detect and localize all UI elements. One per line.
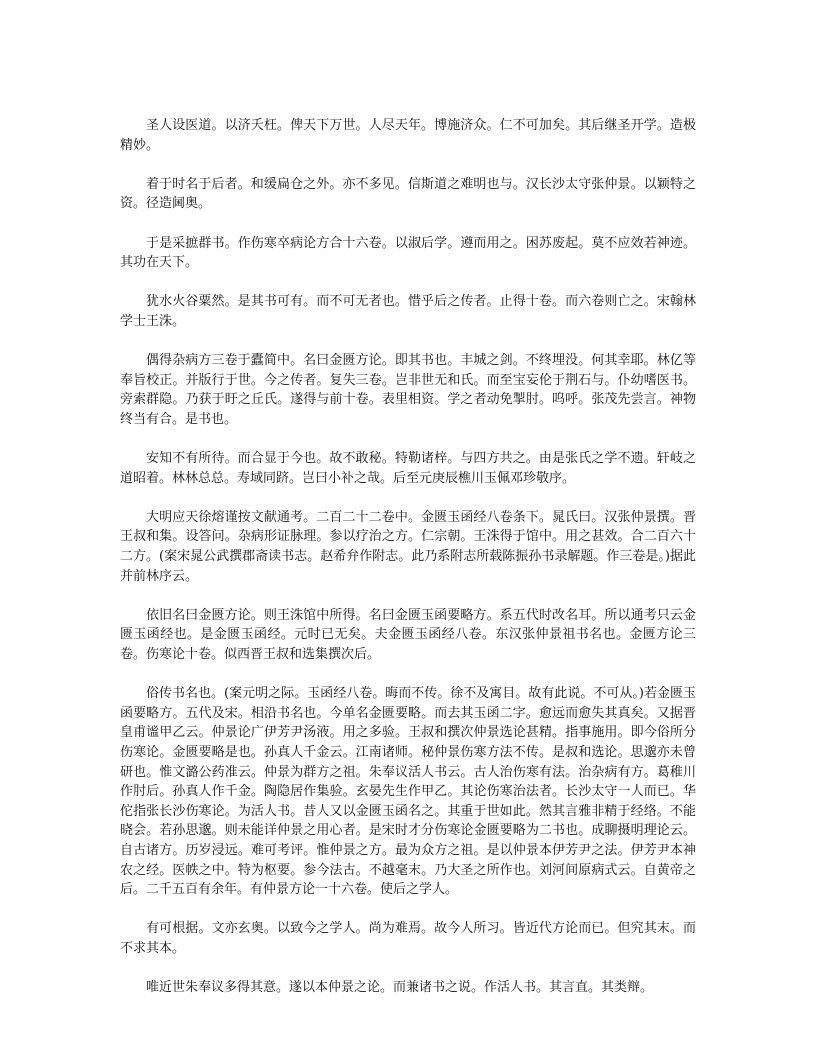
paragraph: 偶得杂病方三卷于蠹简中。名曰金匮方论。即其书也。丰城之剑。不终埋没。何其幸耶。林亿等奉旨校正。并版行于世。今之传者。复失三卷。岂非世无和氏。而至宝妄伦于荆石与。仆幼嗜医书。旁索群隐。乃获于盱之丘氏。遂得与前十卷。表里相资。学之者动免掣肘。呜呼。张茂先尝言。神物终当有合。是书也。 [120, 353, 696, 427]
paragraph: 有可根据。文亦玄奥。以致今之学人。尚为难焉。故今人所习。皆近代方论而已。但究其末。而不求其本。 [120, 921, 696, 956]
paragraph: 大明应天徐熔谨按文献通考。二百二十二卷中。金匮玉函经八卷条下。晁氏曰。汉张仲景撰。晋王叔和集。设答问。杂病形证脉理。参以疗治之方。仁宗朝。王洙得于馆中。用之甚效。合二百六十二方。(案宋晁公武撰郡斋读书志。赵希弁作附志。此乃系附志所载陈振孙书录解题。作三卷是。)据此并前林序云。 [120, 509, 696, 584]
paragraph: 唯近世朱奉议多得其意。遂以本仲景之论。而兼诸书之说。作活人书。其言直。其类辩。 [146, 980, 654, 996]
document-body [120, 116, 696, 1017]
paragraph: 依旧名曰金匮方论。则王洙馆中所得。名曰金匮玉函要略方。系五代时改名耳。所以通考只云金匮玉函经也。是金匮玉函经。元时已无矣。夫金匮玉函经八卷。东汉张仲景祖书名也。金匮方论三卷。伤寒论十卷。似西晋王叔和选集撰次后。 [120, 607, 696, 663]
paragraph: 犹水火谷粟然。是其书可有。而不可无者也。惜乎后之传者。止得十卷。而六卷则亡之。宋翰林学士王洙。 [120, 294, 696, 329]
paragraph: 圣人设医道。以济夭枉。俾天下万世。人尽天年。博施济众。仁不可加矣。其后继圣开学。造极精妙。 [120, 118, 696, 153]
paragraph: 于是采摭群书。作伤寒卒病论方合十六卷。以淑后学。遵而用之。困苏废起。莫不应效若神迹。其功在天下。 [120, 235, 696, 271]
paragraph: 安知不有所待。而合显于今也。故不敢秘。特勒诸梓。与四方共之。由是张氏之学不遗。轩岐之道昭着。林林总总。寿域同跻。岂曰小补之哉。后至元庚辰樵川玉佩邓珍敬序。 [120, 451, 696, 486]
paragraph: 着于时名于后者。和缓扁仓之外。亦不多见。信斯道之难明也与。汉长沙太守张仲景。以颖特之资。径造阃奥。 [120, 176, 696, 212]
paragraph: 俗传书名也。(案元明之际。玉函经八卷。晦而不传。徐不及寓目。故有此说。不可从。)若金匮玉函要略方。五代及宋。相沿书名也。今单名金匮要略。而去其玉函二字。愈远而愈失其真矣。又据晋皇甫谧甲乙云。仲景论广伊芳尹汤液。用之多验。王叔和撰次仲景选论甚精。指事施用。即今俗所分伤寒论。金匮要略是也。孙真人千金云。江南诸师。秘仲景伤寒方法不传。是叔和选论。思邈亦未曾研也。惟文潞公药准云。仲景为群方之祖。朱奉议活人书云。古人治伤寒有法。治杂病有方。葛稚川作肘后。孙真人作千金。陶隐居作集验。玄晏先生作甲乙。其论伤寒治法者。长沙太守一人而已。华佗指张长沙伤寒论。为活人书。昔人又以金匮玉函名之。其重于世如此。然其言雅非精于经络。不能晓会。若孙思邈。则未能详仲景之用心者。是宋时才分伤寒论金匮要略为二书也。成聊摄明理论云。自古诸方。历岁浸远。难可考评。惟仲景之方。最为众方之祖。是以仲景本伊芳尹之法。伊芳尹本神农之经。医帙之中。特为枢要。参今法古。不越毫末。乃大圣之所作也。刘河间原病式云。自黄帝之后。二千五百有余年。有仲景方论一十六卷。使后之学人。 [120, 686, 696, 898]
